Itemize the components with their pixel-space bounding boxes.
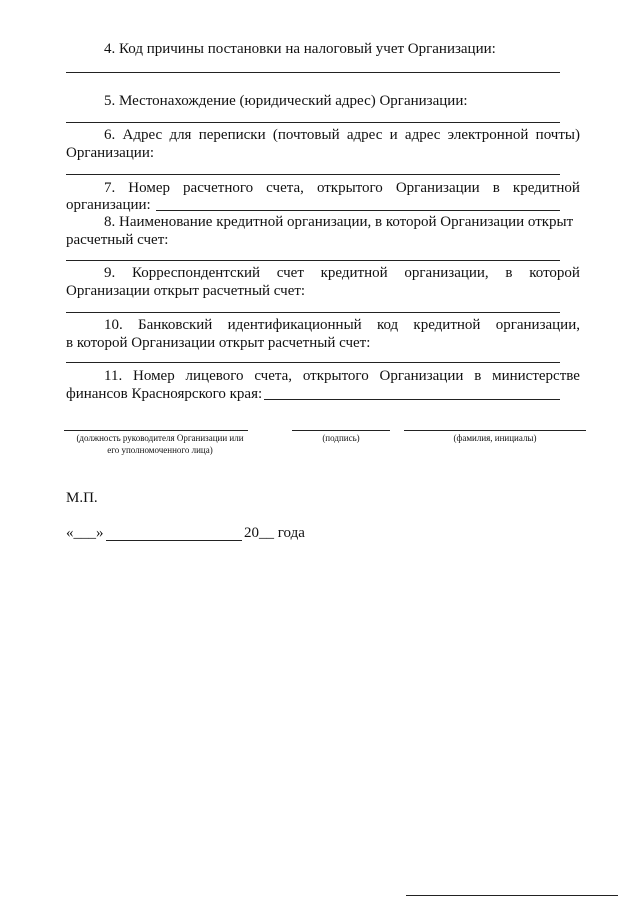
item-6-line [66, 174, 560, 175]
word: 11. [104, 368, 123, 384]
word: лицевого [185, 368, 244, 384]
item-5-line [66, 122, 560, 123]
word: кредитной [413, 317, 481, 333]
word: (почтовый [272, 127, 340, 143]
word: Организации [395, 180, 480, 196]
word: которой [529, 265, 580, 281]
word: счет [276, 265, 304, 281]
stamp-label: М.П. [66, 490, 98, 506]
date-year: 20__ года [244, 525, 305, 541]
word: открытого [316, 180, 383, 196]
word: министерстве [492, 368, 580, 384]
word: адрес [404, 127, 441, 143]
word: счета, [266, 180, 304, 196]
word: кредитной [320, 265, 388, 281]
item-11-line [264, 399, 560, 400]
word: в [492, 180, 500, 196]
word: в [505, 265, 513, 281]
position-line [64, 430, 248, 431]
word: счета, [254, 368, 293, 384]
date-month-line [106, 540, 242, 541]
word: для [169, 127, 192, 143]
position-caption-1: (должность руководителя Организации или [76, 433, 244, 443]
word: почты) [535, 127, 580, 143]
word: Номер [128, 180, 170, 196]
word: открытого [302, 368, 369, 384]
word: организации, [495, 317, 580, 333]
word: 6. [104, 127, 116, 143]
word: организации, [404, 265, 489, 281]
item-11-line2: финансов Красноярского края: [66, 386, 263, 402]
item-11-line1 [104, 367, 580, 385]
word: код [376, 317, 399, 333]
item-9-line [66, 312, 560, 313]
word: кредитной [512, 180, 580, 196]
item-8-line2: расчетный счет: [66, 232, 169, 248]
item-4-text: 4. Код причины постановки на налоговый учет Организации: [104, 41, 496, 57]
item-6-line1 [104, 126, 580, 144]
word: 9. [104, 265, 116, 281]
signature-line [292, 430, 390, 431]
word: 7. [104, 180, 116, 196]
item-9-line2: Организации открыт расчетный счет: [66, 283, 306, 299]
name-caption: (фамилия, инициалы) [453, 433, 537, 443]
word: в [474, 368, 482, 384]
item-10-line2: в которой Организации открыт расчетный счет: [66, 335, 371, 351]
date-day: «___» [66, 525, 104, 541]
item-8-line1: 8. Наименование кредитной организации, в которой Организации открыт [104, 214, 574, 230]
word: расчетного [183, 180, 254, 196]
item-9-line1 [104, 264, 580, 282]
word: Организации [379, 368, 464, 384]
word: Адрес [122, 127, 163, 143]
word: переписки [198, 127, 266, 143]
word: электронной [447, 127, 529, 143]
item-4-line [66, 72, 560, 73]
item-5-text: 5. Местонахождение (юридический адрес) Организации: [104, 93, 468, 109]
word: адрес [346, 127, 383, 143]
position-caption-2: его уполномоченного лица) [107, 445, 213, 455]
word: Корреспондентский [131, 265, 261, 281]
item-10-line1 [104, 316, 580, 334]
word: идентификационный [227, 317, 362, 333]
word: Номер [133, 368, 175, 384]
word: 10. [104, 317, 123, 333]
item-8-line [66, 260, 560, 261]
word: и [389, 127, 398, 143]
item-7-line2: организации: [66, 197, 151, 213]
item-7-line1 [104, 179, 580, 197]
footer-line [406, 895, 618, 896]
item-6-line2: Организации: [66, 145, 155, 161]
word: Банковский [138, 317, 213, 333]
item-7-line [156, 210, 560, 211]
signature-caption: (подпись) [322, 433, 360, 443]
item-10-line [66, 362, 560, 363]
name-line [404, 430, 586, 431]
